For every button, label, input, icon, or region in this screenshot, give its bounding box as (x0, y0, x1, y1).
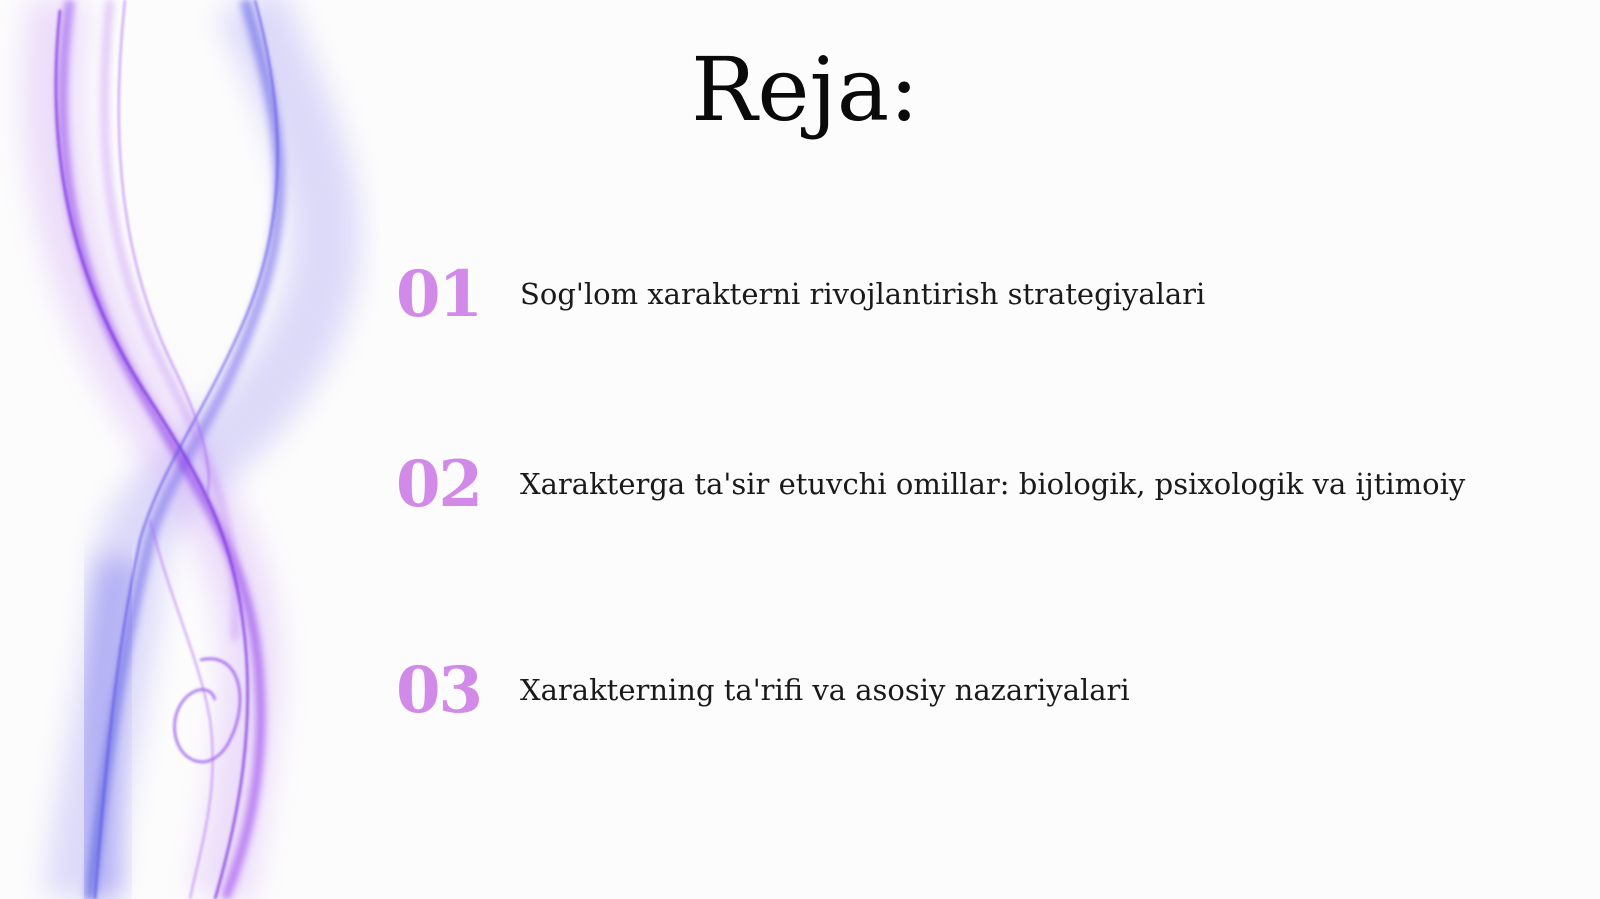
agenda-item (396, 254, 1205, 334)
agenda-item-text: Xarakterning ta'rifi va asosiy nazariyalari (520, 673, 1130, 707)
agenda-item (396, 650, 1130, 730)
agenda-item-number: 01 (396, 256, 482, 332)
agenda-item (396, 444, 1465, 524)
slide-title: Reja: (691, 38, 919, 141)
agenda-item-number: 02 (396, 446, 482, 522)
agenda-item-text: Xarakterga ta'sir etuvchi omillar: biologik, psixologik va ijtimoiy (520, 467, 1466, 501)
agenda-item-text: Sog'lom xarakterni rivojlantirish strategiyalari (520, 277, 1206, 311)
agenda-item-number: 03 (396, 652, 482, 728)
